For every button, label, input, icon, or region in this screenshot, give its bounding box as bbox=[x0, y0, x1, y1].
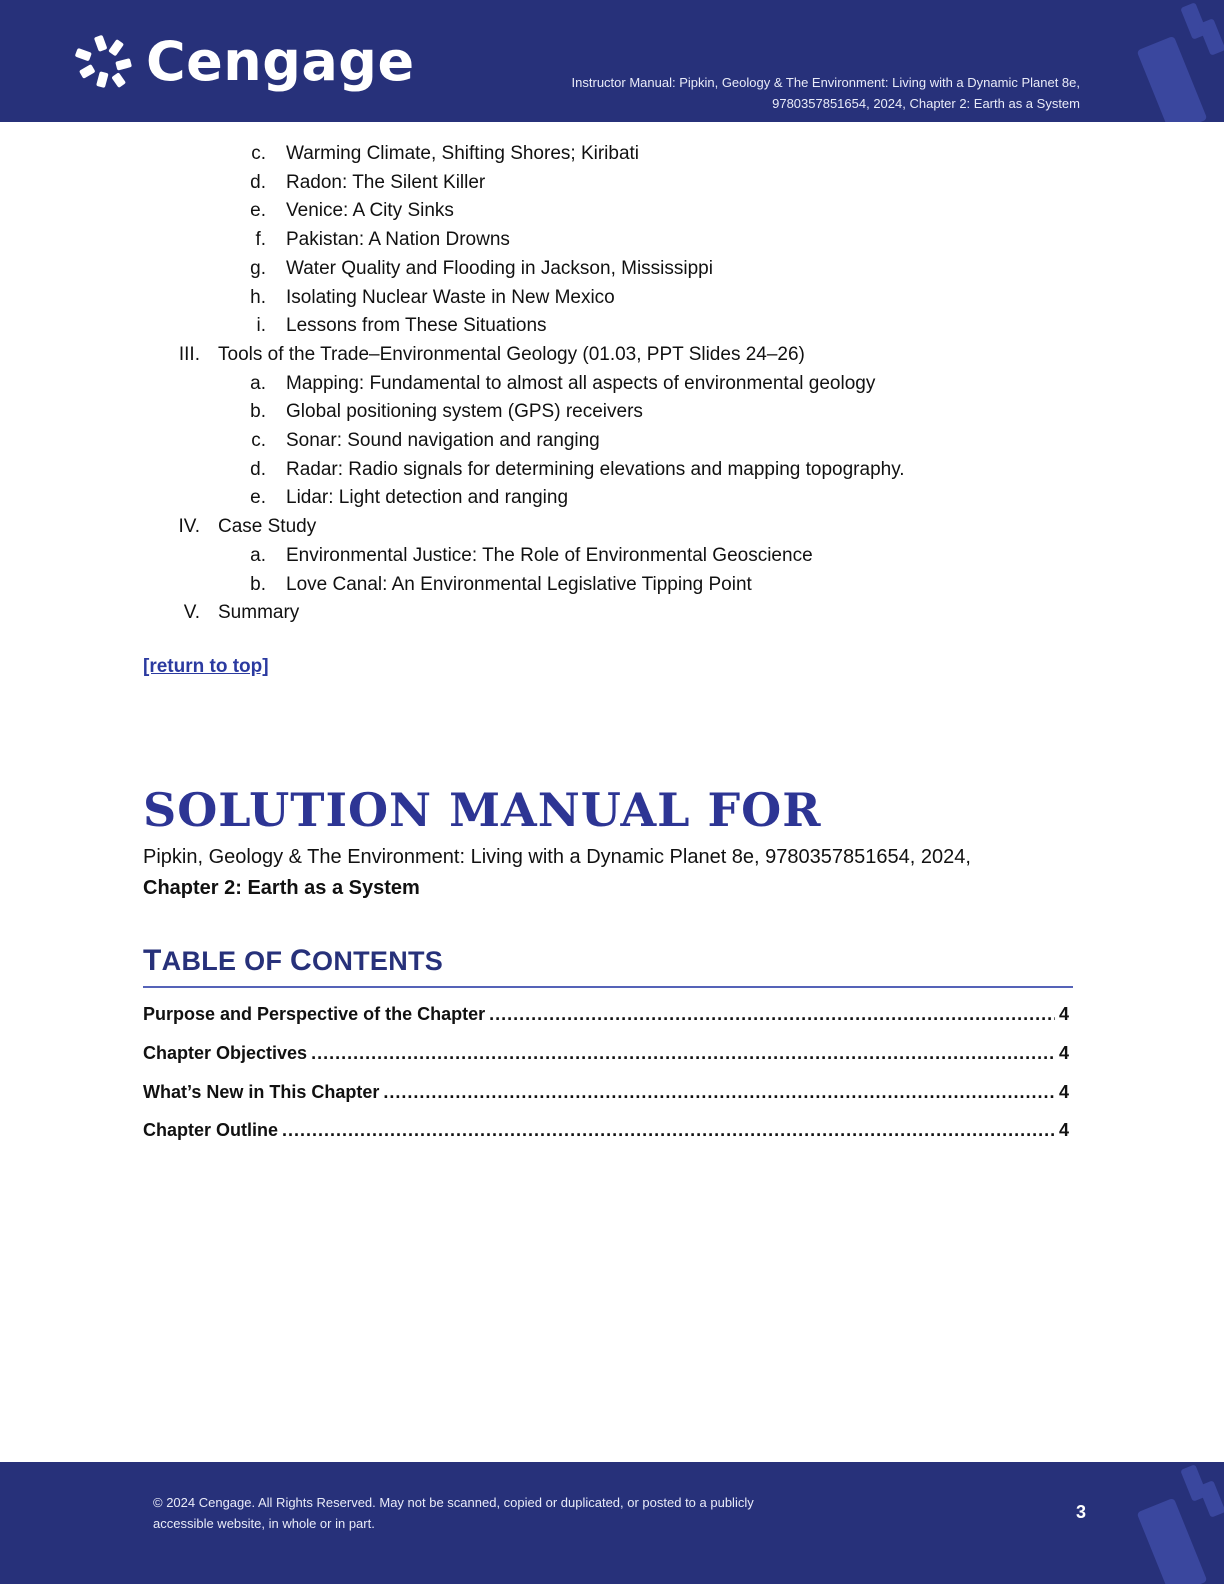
return-to-top-link[interactable]: [return to top] bbox=[143, 656, 269, 677]
outline-marker: b. bbox=[250, 401, 266, 423]
outline-item bbox=[250, 199, 454, 223]
cengage-burst-icon bbox=[74, 34, 134, 90]
copyright-line1: © 2024 Cengage. All Rights Reserved. May not be scanned, copied or duplicated, or posted to a publicly bbox=[153, 1495, 754, 1510]
corner-decoration-icon bbox=[1134, 1462, 1224, 1584]
outline-item bbox=[183, 601, 300, 625]
outline-item bbox=[250, 544, 813, 568]
outline-marker: c. bbox=[251, 430, 266, 451]
outline-text: Lessons from These Situations bbox=[286, 315, 547, 337]
outline-marker: a. bbox=[250, 372, 266, 394]
outline-text: Mapping: Fundamental to almost all aspects of environmental geology bbox=[286, 372, 876, 394]
outline-marker: g. bbox=[250, 257, 266, 279]
toc-entry-label: Chapter Objectives bbox=[143, 1043, 308, 1063]
page-number: 3 bbox=[1076, 1502, 1087, 1522]
outline-item bbox=[251, 429, 600, 453]
outline-text: Radar: Radio signals for determining elevations and mapping topography. bbox=[286, 458, 905, 480]
outline-text: Radon: The Silent Killer bbox=[286, 171, 486, 193]
outline-item bbox=[251, 142, 640, 166]
toc-entry-label: Chapter Outline bbox=[143, 1120, 279, 1140]
toc-heading-part1: ABLE OF bbox=[161, 946, 291, 976]
toc-heading-cap2: C bbox=[290, 944, 313, 977]
toc-leader-dots bbox=[311, 1043, 1055, 1064]
outline-item bbox=[250, 573, 752, 597]
outline-item bbox=[250, 171, 486, 195]
outline-marker: b. bbox=[250, 573, 266, 595]
outline-text: Tools of the Trade–Environmental Geology (01.03, PPT Slides 24–26) bbox=[218, 343, 805, 365]
toc-leader-dots bbox=[489, 1004, 1055, 1025]
outline-text: Isolating Nuclear Waste in New Mexico bbox=[286, 286, 615, 308]
toc-heading bbox=[143, 944, 1073, 988]
outline-text: Venice: A City Sinks bbox=[286, 200, 454, 222]
outline-marker: e. bbox=[250, 200, 266, 222]
outline-text: Pakistan: A Nation Drowns bbox=[286, 229, 510, 251]
toc-entry-page: 4 bbox=[1058, 1004, 1069, 1024]
cengage-logo bbox=[74, 30, 415, 93]
outline-text: Summary bbox=[218, 602, 300, 624]
toc-entry[interactable] bbox=[143, 1120, 1069, 1141]
outline-marker: a. bbox=[250, 544, 266, 566]
outline-marker: d. bbox=[250, 171, 266, 193]
outline-item bbox=[178, 515, 317, 539]
outline-item bbox=[250, 372, 876, 396]
outline-marker: III. bbox=[178, 343, 200, 365]
toc-leader-dots bbox=[282, 1120, 1055, 1141]
chapter-title: Chapter 2: Earth as a System bbox=[143, 877, 420, 899]
outline-marker: f. bbox=[255, 229, 266, 251]
toc-leader-dots bbox=[383, 1082, 1055, 1103]
toc-heading-cap1: T bbox=[143, 944, 162, 977]
outline-text: Love Canal: An Environmental Legislative Tipping Point bbox=[286, 573, 752, 595]
toc-entry-page: 4 bbox=[1058, 1043, 1069, 1063]
copyright-notice bbox=[153, 1492, 853, 1534]
toc-entry[interactable] bbox=[143, 1082, 1069, 1103]
outline-text: Environmental Justice: The Role of Environmental Geoscience bbox=[286, 544, 813, 566]
brand-name: Cengage bbox=[146, 30, 415, 93]
outline-text: Warming Climate, Shifting Shores; Kiribati bbox=[286, 143, 640, 164]
outline-item bbox=[250, 486, 569, 510]
outline-item bbox=[178, 343, 805, 367]
outline-text: Sonar: Sound navigation and ranging bbox=[286, 430, 600, 451]
header-info-line1: Instructor Manual: Pipkin, Geology & The Environment: Living with a Dynamic Planet 8e, bbox=[571, 75, 1080, 90]
outline-item bbox=[255, 228, 510, 252]
toc-entry[interactable] bbox=[143, 1043, 1069, 1064]
outline-marker: V. bbox=[183, 602, 200, 624]
solution-manual-title: SOLUTION MANUAL FOR bbox=[143, 783, 822, 837]
toc-entry[interactable] bbox=[143, 1004, 1069, 1025]
toc-entry-page: 4 bbox=[1058, 1120, 1069, 1140]
page-header bbox=[0, 0, 1224, 122]
outline-item bbox=[256, 314, 547, 338]
toc-entry-label: What’s New in This Chapter bbox=[143, 1082, 380, 1102]
outline-marker: IV. bbox=[178, 516, 200, 538]
outline-item bbox=[250, 257, 713, 281]
outline-marker: d. bbox=[250, 458, 266, 480]
outline-text: Water Quality and Flooding in Jackson, Mississippi bbox=[286, 257, 713, 279]
outline-marker: i. bbox=[256, 315, 266, 337]
book-reference: Pipkin, Geology & The Environment: Living with a Dynamic Planet 8e, 9780357851654, 2024, bbox=[143, 846, 971, 868]
outline-marker: c. bbox=[251, 143, 266, 164]
outline-text: Case Study bbox=[218, 516, 317, 538]
toc-entry-page: 4 bbox=[1058, 1082, 1069, 1102]
outline-item bbox=[250, 400, 643, 424]
outline-item bbox=[250, 458, 905, 482]
outline-marker: e. bbox=[250, 487, 266, 509]
toc-entry-label: Purpose and Perspective of the Chapter bbox=[143, 1004, 486, 1024]
solution-manual-subtitle bbox=[143, 842, 971, 904]
header-info-line2: 9780357851654, 2024, Chapter 2: Earth as a System bbox=[772, 96, 1080, 111]
outline-item bbox=[250, 286, 615, 310]
corner-decoration-icon bbox=[1134, 0, 1224, 122]
header-info bbox=[572, 72, 1080, 114]
outline-marker: h. bbox=[250, 286, 266, 308]
outline-text: Global positioning system (GPS) receivers bbox=[286, 401, 643, 423]
outline-text: Lidar: Light detection and ranging bbox=[286, 487, 569, 509]
page-footer bbox=[0, 1462, 1224, 1584]
toc-heading-part2: ONTENTS bbox=[312, 946, 444, 976]
copyright-line2: accessible website, in whole or in part. bbox=[153, 1516, 375, 1531]
